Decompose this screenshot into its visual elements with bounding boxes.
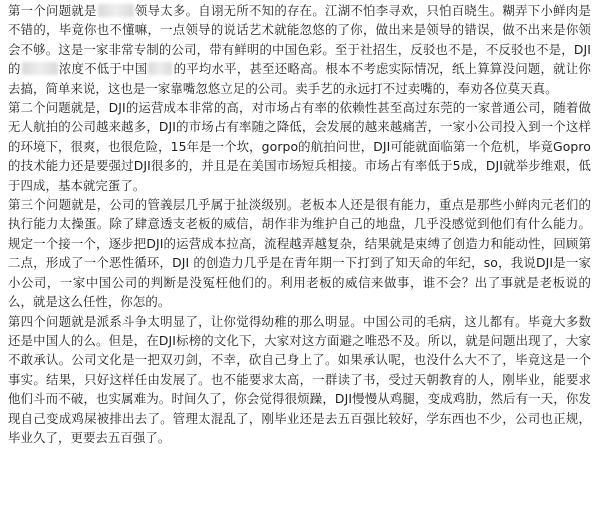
paragraph-1-text-b: 领导太多。自诩无所不知的存在。江湖不怕李寻欢，只怕百晓生。糊弄下小鲜肉是不错的，毕竟你也不懂嘛，一点领导的说话艺术就能忽悠的了你，做出来是领导的错误，做不出来是你领会不够。这是一家非常专制的公司，带有鲜明的中国色彩。至于社招生，反驳也不是，不反驳也不是，DJI的: [8, 3, 591, 77]
paragraph-1: [8, 1, 591, 98]
redacted-region: [98, 4, 134, 17]
paragraph-1-text-a: 第一个问题就是: [8, 3, 97, 18]
paragraph-2-text: 第二个问题就是，DJI的运营成本非常的高，对市场占有率的依赖性甚至高过东莞的一家普通公司，随着做无人航拍的公司越来越多，DJI的市场占有率随之降低，会发展的越来越痛苦，一家小公司投入到一个这样的环境下，很爽，也很危险，15年是一个坎，gorpo的航拍问世，DJI可能就面临第一个危机，毕竟Gopro的技术能力还是要强过DJI很多的，并且是在美国市场短兵相接。市场占有率低于5成，DJI就举步维艰，低于四成，基本就完蛋了。: [8, 100, 591, 193]
paragraph-3-text: 第三个问题就是，公司的管義层几乎属于扯淡级别。老板本人还是很有能力，重点是那些小鲜肉元老们的执行能力太操蛋。除了肆意透支老板的威信，胡作非为维护自己的地盘，几乎没感觉到他们有什么能力。规定一个接一个，逐步把DJI的运营成本拉高，流程越弄越复杂，结果就是束缚了创造力和能动性，回顾第二点，形成了一个恶性循环，DJI 的创造力几乎是在青年期一下打到了知天命的年纪，so，我说DJI是一家小公司，一家中国公司的判断是没冤枉他们的。利用老板的威信来做事，谁不会？出了事就是老板说的么，就是这么任性，你怎的。: [8, 197, 591, 310]
paragraph-4-text: 第四个问题就是派系斗争太明显了，让你觉得幼稚的那么明显。中国公司的毛病，这儿都有。毕竟大多数还是中国人的么。但是，在DJI标榜的文化下，大家对这方面避之唯恐不及。所以，就是问题出现了，大家不敢承认。公司文化是一把双刃剑，不幸，砍自己身上了。如果承认呢，也没什么大不了，毕竟这是一个事实。结果，只好这样任由发展了。也不能要求太高，一群读了书，受过天朝教育的人，刚毕业，能要求他们斗而不破，也实属难为。时间久了，你会觉得很烦躁，DJI慢慢从鸡腿，变成鸡肋，然后有一天，你发现自己变成鸡屎被排出去了。管理太混乱了，刚毕业还是去五百强比较好，学东西也不少，公司也正规，毕业久了，更要去五百强了。: [8, 313, 591, 445]
redacted-region: [22, 62, 58, 75]
paragraph-2: [8, 98, 591, 195]
paragraph-3: [8, 195, 591, 311]
paragraph-1-text-d: 的平均水平，甚至还略高。根本不考虑实际情况，纸上算算没问题，就让你去搞，简单来说，这也是一家靠嘴忽悠立足的公司。卖手艺的永远打不过卖嘴的，奉劝各位莫天真。: [8, 61, 591, 96]
redacted-region: [148, 62, 172, 75]
paragraph-4: [8, 312, 591, 448]
paragraph-1-text-c: 浓度不低于中国: [58, 61, 148, 77]
